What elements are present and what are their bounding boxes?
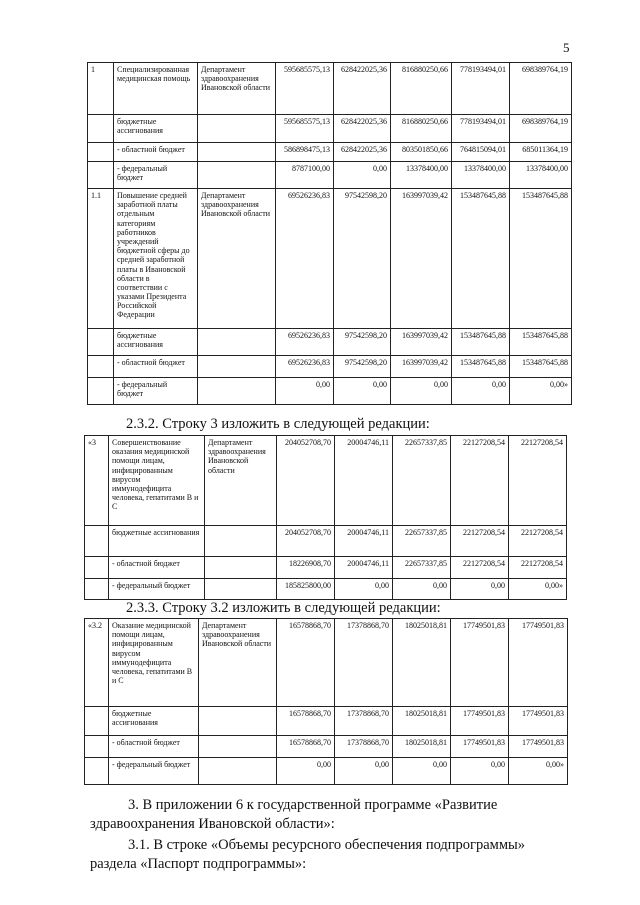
row-name: бюджетные ассигнования	[109, 526, 205, 557]
value-cell: 97542598,20	[334, 329, 391, 356]
value-cell: 17749501,83	[451, 707, 509, 736]
row-name: бюджетные ассигнования	[109, 707, 199, 736]
value-cell: 0,00»	[509, 579, 567, 600]
value-cell: 0,00	[335, 758, 393, 785]
value-cell: 764815094,01	[452, 143, 510, 162]
row-department	[205, 526, 277, 557]
value-cell: 0,00	[393, 579, 451, 600]
row-index	[88, 162, 114, 189]
row-department	[199, 707, 277, 736]
value-cell: 153487645,88	[452, 189, 510, 329]
paragraph-3: 3. В приложении 6 к государственной программе «Развитие здравоохранения Ивановской области»:	[90, 797, 498, 832]
value-cell: 185825800,00	[277, 579, 335, 600]
value-cell: 17749501,83	[509, 619, 568, 707]
value-cell: 18025018,81	[393, 707, 451, 736]
value-cell: 816880250,66	[391, 63, 452, 115]
row-index	[85, 526, 109, 557]
value-cell: 16578868,70	[277, 707, 335, 736]
row-department	[198, 356, 276, 378]
value-cell: 69526236,83	[276, 356, 334, 378]
value-cell: 0,00	[391, 378, 452, 405]
value-cell: 153487645,88	[452, 356, 510, 378]
row-name: - федеральный бюджет	[114, 162, 198, 189]
row-name: Повышение средней заработной платы отдельным категориям работников учреждений бюджетной сферы до средней заработной платы в Ивановской области в соответствии с указами Президента Российской Федерации	[114, 189, 198, 329]
row-name: - федеральный бюджет	[109, 579, 205, 600]
value-cell: 17749501,83	[451, 619, 509, 707]
value-cell: 163997039,42	[391, 329, 452, 356]
row-department: Департамент здравоохранения Ивановской области	[199, 619, 277, 707]
value-cell: 0,00	[451, 579, 509, 600]
value-cell: 16578868,70	[277, 736, 335, 758]
row-index	[85, 579, 109, 600]
row-department	[198, 143, 276, 162]
row-index	[88, 329, 114, 356]
row-name: - областной бюджет	[114, 356, 198, 378]
row-index	[88, 356, 114, 378]
row-index	[85, 758, 109, 785]
table-row	[85, 736, 568, 758]
value-cell: 22127208,54	[509, 526, 567, 557]
value-cell: 153487645,88	[510, 189, 572, 329]
value-cell: 0,00	[451, 758, 509, 785]
value-cell: 803501850,66	[391, 143, 452, 162]
section-heading-2-3-3: 2.3.3. Строку 3.2 изложить в следующей редакции:	[126, 600, 441, 616]
row-index: 1	[88, 63, 114, 115]
value-cell: 13378400,00	[391, 162, 452, 189]
value-cell: 685011364,19	[510, 143, 572, 162]
value-cell: 816880250,66	[391, 115, 452, 143]
row-department	[199, 758, 277, 785]
section-heading-2-3-2: 2.3.2. Строку 3 изложить в следующей редакции:	[126, 416, 430, 432]
value-cell: 22127208,54	[451, 526, 509, 557]
value-cell: 18025018,81	[393, 736, 451, 758]
row-department: Департамент здравоохранения Ивановской области	[198, 189, 276, 329]
row-name: - областной бюджет	[114, 143, 198, 162]
table-row	[88, 189, 572, 329]
row-department: Департамент здравоохранения Ивановской области	[205, 436, 277, 526]
row-index: 1.1	[88, 189, 114, 329]
value-cell: 22127208,54	[451, 557, 509, 579]
value-cell: 628422025,36	[334, 63, 391, 115]
value-cell: 69526236,83	[276, 189, 334, 329]
row-index	[85, 736, 109, 758]
row-index	[88, 115, 114, 143]
budget-table-2	[84, 435, 567, 600]
value-cell: 0,00	[452, 378, 510, 405]
value-cell: 22657337,85	[393, 436, 451, 526]
row-name: бюджетные ассигнования	[114, 115, 198, 143]
value-cell: 0,00	[276, 378, 334, 405]
value-cell: 18025018,81	[393, 619, 451, 707]
value-cell: 0,00»	[509, 758, 568, 785]
table-row	[88, 329, 572, 356]
row-department	[198, 162, 276, 189]
value-cell: 778193494,01	[452, 115, 510, 143]
value-cell: 13378400,00	[452, 162, 510, 189]
value-cell: 628422025,36	[334, 115, 391, 143]
value-cell: 22127208,54	[451, 436, 509, 526]
value-cell: 0,00	[334, 162, 391, 189]
value-cell: 204052708,70	[277, 526, 335, 557]
table-row	[85, 526, 567, 557]
table-row	[85, 557, 567, 579]
budget-table-1	[87, 62, 572, 405]
table-row	[85, 579, 567, 600]
value-cell: 69526236,83	[276, 329, 334, 356]
value-cell: 17378868,70	[335, 619, 393, 707]
row-department	[198, 329, 276, 356]
table-row	[88, 378, 572, 405]
row-index	[88, 143, 114, 162]
value-cell: 153487645,88	[510, 356, 572, 378]
row-name: Специализированная медицинская помощь	[114, 63, 198, 115]
value-cell: 595685575,13	[276, 115, 334, 143]
value-cell: 97542598,20	[334, 189, 391, 329]
value-cell: 0,00	[334, 378, 391, 405]
value-cell: 163997039,42	[391, 356, 452, 378]
value-cell: 0,00	[393, 758, 451, 785]
row-name: - федеральный бюджет	[109, 758, 199, 785]
value-cell: 97542598,20	[334, 356, 391, 378]
value-cell: 0,00	[335, 579, 393, 600]
value-cell: 17749501,83	[451, 736, 509, 758]
row-department	[198, 115, 276, 143]
paragraph-3-1: 3.1. В строке «Объемы ресурсного обеспечения подпрограммы» раздела «Паспорт подпрограммы»:	[90, 837, 526, 872]
row-name: Совершенствование оказания медицинской помощи лицам, инфицированным вирусом иммунодефицита человека, гепатитами В и С	[109, 436, 205, 526]
row-department	[199, 736, 277, 758]
value-cell: 17378868,70	[335, 736, 393, 758]
row-index	[88, 378, 114, 405]
row-name: - областной бюджет	[109, 557, 205, 579]
table-row	[88, 162, 572, 189]
value-cell: 0,00	[277, 758, 335, 785]
value-cell: 0,00»	[510, 378, 572, 405]
row-index	[85, 557, 109, 579]
page-number: 5	[563, 40, 570, 55]
value-cell: 163997039,42	[391, 189, 452, 329]
value-cell: 20004746,11	[335, 526, 393, 557]
value-cell: 698389764,19	[510, 63, 572, 115]
row-name: - федеральный бюджет	[114, 378, 198, 405]
value-cell: 628422025,36	[334, 143, 391, 162]
table-row	[88, 63, 572, 115]
row-department	[205, 579, 277, 600]
row-department: Департамент здравоохранения Ивановской области	[198, 63, 276, 115]
value-cell: 17749501,83	[509, 736, 568, 758]
value-cell: 698389764,19	[510, 115, 572, 143]
value-cell: 204052708,70	[277, 436, 335, 526]
value-cell: 22657337,85	[393, 557, 451, 579]
row-name: - областной бюджет	[109, 736, 199, 758]
value-cell: 595685575,13	[276, 63, 334, 115]
value-cell: 16578868,70	[277, 619, 335, 707]
row-index: «3.2	[85, 619, 109, 707]
table-row	[88, 356, 572, 378]
value-cell: 17378868,70	[335, 707, 393, 736]
row-department	[198, 378, 276, 405]
table-row	[85, 619, 568, 707]
value-cell: 18226908,70	[277, 557, 335, 579]
value-cell: 20004746,11	[335, 436, 393, 526]
row-name: бюджетные ассигнования	[114, 329, 198, 356]
value-cell: 22127208,54	[509, 557, 567, 579]
value-cell: 20004746,11	[335, 557, 393, 579]
row-department	[205, 557, 277, 579]
value-cell: 17749501,83	[509, 707, 568, 736]
value-cell: 778193494,01	[452, 63, 510, 115]
table-row	[85, 758, 568, 785]
row-name: Оказание медицинской помощи лицам, инфицированным вирусом иммунодефицита человека, гепатитами В и С	[109, 619, 199, 707]
value-cell: 13378400,00	[510, 162, 572, 189]
table-row	[88, 143, 572, 162]
table-row	[88, 115, 572, 143]
budget-table-3	[84, 618, 568, 785]
table-row	[85, 436, 567, 526]
row-index: «3	[85, 436, 109, 526]
value-cell: 8787100,00	[276, 162, 334, 189]
row-index	[85, 707, 109, 736]
value-cell: 586898475,13	[276, 143, 334, 162]
value-cell: 22657337,85	[393, 526, 451, 557]
value-cell: 22127208,54	[509, 436, 567, 526]
value-cell: 153487645,88	[452, 329, 510, 356]
value-cell: 153487645,88	[510, 329, 572, 356]
table-row	[85, 707, 568, 736]
